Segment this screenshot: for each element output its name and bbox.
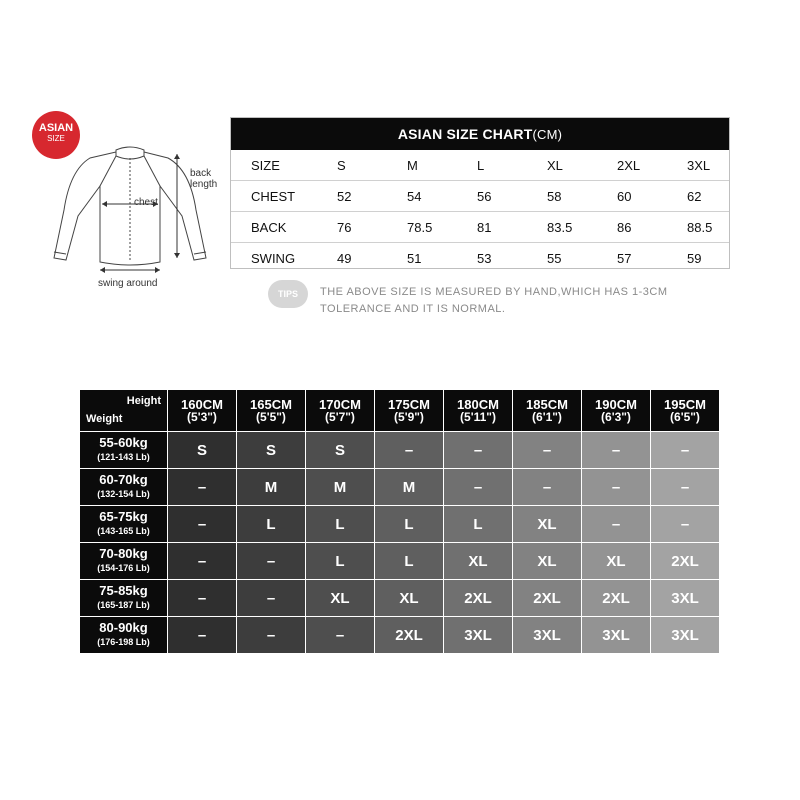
height-ft: (5'11") [460, 409, 496, 424]
height-column-header [375, 390, 444, 432]
size-recommendation-cell: XL [375, 580, 444, 617]
size-chart-cell: S [337, 158, 346, 173]
size-chart-cell: 62 [687, 189, 702, 204]
size-chart-row-label: SIZE [251, 158, 280, 173]
size-chart-cell: 78.5 [407, 220, 433, 235]
size-recommendation-cell: – [237, 543, 306, 580]
size-chart-cell: 52 [337, 189, 352, 204]
chest-label: chest [134, 197, 158, 208]
size-recommendation-cell: – [582, 469, 651, 506]
size-chart-cell: 58 [547, 189, 562, 204]
weight-axis-label: Weight [86, 413, 123, 425]
size-chart-cell: 88.5 [687, 220, 713, 235]
size-recommendation-cell: – [168, 506, 237, 543]
size-chart-cell: 54 [407, 189, 422, 204]
weight-lb: (165-187 Lb) [97, 600, 150, 610]
size-chart-rows [231, 150, 729, 273]
jersey-illustration [40, 140, 230, 300]
height-ft: (6'5") [670, 409, 700, 424]
size-recommendation-cell: – [582, 432, 651, 469]
size-chart-row-label: CHEST [251, 189, 296, 204]
size-recommendation-cell: M [306, 469, 375, 506]
weight-row-header [80, 432, 168, 469]
height-cm: 190CM [595, 396, 637, 412]
size-recommendation-cell: – [444, 469, 513, 506]
weight-lb: (154-176 Lb) [97, 563, 150, 573]
weight-row-header [80, 580, 168, 617]
size-chart-title [231, 118, 729, 150]
size-recommendation-cell: XL [306, 580, 375, 617]
size-recommendation-cell: – [306, 617, 375, 654]
size-chart-cell: 83.5 [547, 220, 573, 235]
size-recommendation-cell: 3XL [513, 617, 582, 654]
size-recommendation-cell: 2XL [651, 543, 720, 580]
weight-lb: (143-165 Lb) [97, 526, 150, 536]
height-cm: 185CM [526, 396, 568, 412]
size-recommendation-cell: – [651, 469, 720, 506]
size-recommendation-cell: – [168, 543, 237, 580]
size-recommendation-cell: 2XL [513, 580, 582, 617]
size-recommendation-cell: 3XL [444, 617, 513, 654]
size-recommendation-cell: 2XL [375, 617, 444, 654]
size-chart-cell: 59 [687, 251, 702, 266]
size-chart-row [231, 180, 729, 211]
size-recommendation-cell: – [513, 469, 582, 506]
weight-lb: (176-198 Lb) [97, 637, 150, 647]
size-recommendation-cell: L [306, 506, 375, 543]
size-chart-cell: 51 [407, 251, 422, 266]
height-column-header [306, 390, 375, 432]
height-column-header [237, 390, 306, 432]
size-recommendation-cell: 3XL [651, 580, 720, 617]
tips-line2: TOLERANCE AND IT IS NORMAL. [320, 303, 506, 315]
height-ft: (6'1") [532, 409, 562, 424]
height-cm: 195CM [664, 396, 706, 412]
size-recommendation-cell: S [306, 432, 375, 469]
size-chart-title-text: ASIAN SIZE CHART [397, 126, 533, 142]
size-recommendation-cell: – [651, 506, 720, 543]
size-chart-row-label: SWING [251, 251, 296, 266]
size-recommendation-cell: L [237, 506, 306, 543]
size-recommendation-cell: L [375, 506, 444, 543]
badge-line2: SIZE [47, 134, 65, 143]
height-cm: 175CM [388, 396, 430, 412]
size-recommendation-cell: – [168, 469, 237, 506]
size-chart-cell: 53 [477, 251, 492, 266]
weight-lb: (132-154 Lb) [97, 489, 150, 499]
size-chart-row [231, 150, 729, 180]
asian-size-chart [230, 117, 730, 269]
size-recommendation-cell: L [444, 506, 513, 543]
weight-kg: 70-80kg [99, 546, 148, 561]
size-recommendation-cell: – [651, 432, 720, 469]
size-recommendation-cell: – [237, 580, 306, 617]
size-recommendation-cell: – [168, 580, 237, 617]
size-recommendation-cell: S [237, 432, 306, 469]
size-recommendation-cell: M [375, 469, 444, 506]
size-recommendation-cell: 3XL [582, 617, 651, 654]
size-chart-unit: (CM) [532, 126, 563, 142]
size-recommendation-cell: XL [582, 543, 651, 580]
size-recommendation-cell: M [237, 469, 306, 506]
table-corner-header [80, 390, 168, 432]
size-chart-cell: 2XL [617, 158, 641, 173]
height-cm: 160CM [181, 396, 223, 412]
size-recommendation-cell: L [306, 543, 375, 580]
size-recommendation-cell: 2XL [444, 580, 513, 617]
height-cm: 170CM [319, 396, 361, 412]
size-recommendation-cell: L [375, 543, 444, 580]
size-recommendation-cell: XL [513, 543, 582, 580]
weight-kg: 60-70kg [99, 472, 148, 487]
tips-icon: TIPS [268, 280, 308, 308]
size-chart-row [231, 242, 729, 273]
size-recommendation-cell: – [237, 617, 306, 654]
weight-lb: (121-143 Lb) [97, 452, 150, 462]
size-chart-cell: 81 [477, 220, 492, 235]
badge-line1: ASIAN [38, 122, 74, 134]
weight-kg: 75-85kg [99, 583, 148, 598]
back-length-label [190, 168, 217, 190]
height-cm: 165CM [250, 396, 292, 412]
height-column-header [444, 390, 513, 432]
size-recommendation-cell: 2XL [582, 580, 651, 617]
tips-text [320, 284, 760, 318]
size-recommendation-cell: XL [444, 543, 513, 580]
height-column-header [168, 390, 237, 432]
size-recommendation-cell: – [375, 432, 444, 469]
weight-row-header [80, 543, 168, 580]
size-chart-cell: 49 [337, 251, 352, 266]
size-recommendation-cell: – [444, 432, 513, 469]
size-chart-row [231, 211, 729, 242]
size-chart-cell: 57 [617, 251, 632, 266]
size-recommendation-cell: 3XL [651, 617, 720, 654]
weight-row-header [80, 617, 168, 654]
size-chart-cell: 76 [337, 220, 352, 235]
height-ft: (6'3") [601, 409, 631, 424]
height-column-header [582, 390, 651, 432]
tips-line1: THE ABOVE SIZE IS MEASURED BY HAND,WHICH HAS 1-3CM [320, 286, 668, 298]
jersey-outline-icon [40, 140, 230, 300]
back-length-line2: length [190, 179, 218, 190]
size-chart-cell: 55 [547, 251, 562, 266]
height-ft: (5'3") [187, 409, 217, 424]
size-recommendation-cell: – [582, 506, 651, 543]
size-recommendation-cell: – [513, 432, 582, 469]
back-length-line1: back [190, 168, 212, 179]
weight-kg: 80-90kg [99, 620, 148, 635]
weight-row-header [80, 469, 168, 506]
height-column-header [651, 390, 720, 432]
height-ft: (5'5") [256, 409, 286, 424]
size-recommendation-cell: XL [513, 506, 582, 543]
size-chart-cell: L [477, 158, 485, 173]
size-chart-cell: 60 [617, 189, 632, 204]
weight-row-header [80, 506, 168, 543]
swing-around-label: swing around [98, 278, 158, 289]
height-axis-label: Height [126, 395, 161, 407]
size-chart-cell: XL [547, 158, 563, 173]
size-chart-cell: M [407, 158, 418, 173]
weight-kg: 55-60kg [99, 435, 148, 450]
weight-kg: 65-75kg [99, 509, 148, 524]
height-cm: 180CM [457, 396, 499, 412]
size-chart-cell: 56 [477, 189, 492, 204]
size-chart-row-label: BACK [251, 220, 287, 235]
height-column-header [513, 390, 582, 432]
height-ft: (5'7") [325, 409, 355, 424]
height-ft: (5'9") [394, 409, 424, 424]
size-chart-cell: 86 [617, 220, 632, 235]
size-recommendation-cell: S [168, 432, 237, 469]
size-recommendation-cell: – [168, 617, 237, 654]
size-chart-cell: 3XL [687, 158, 711, 173]
